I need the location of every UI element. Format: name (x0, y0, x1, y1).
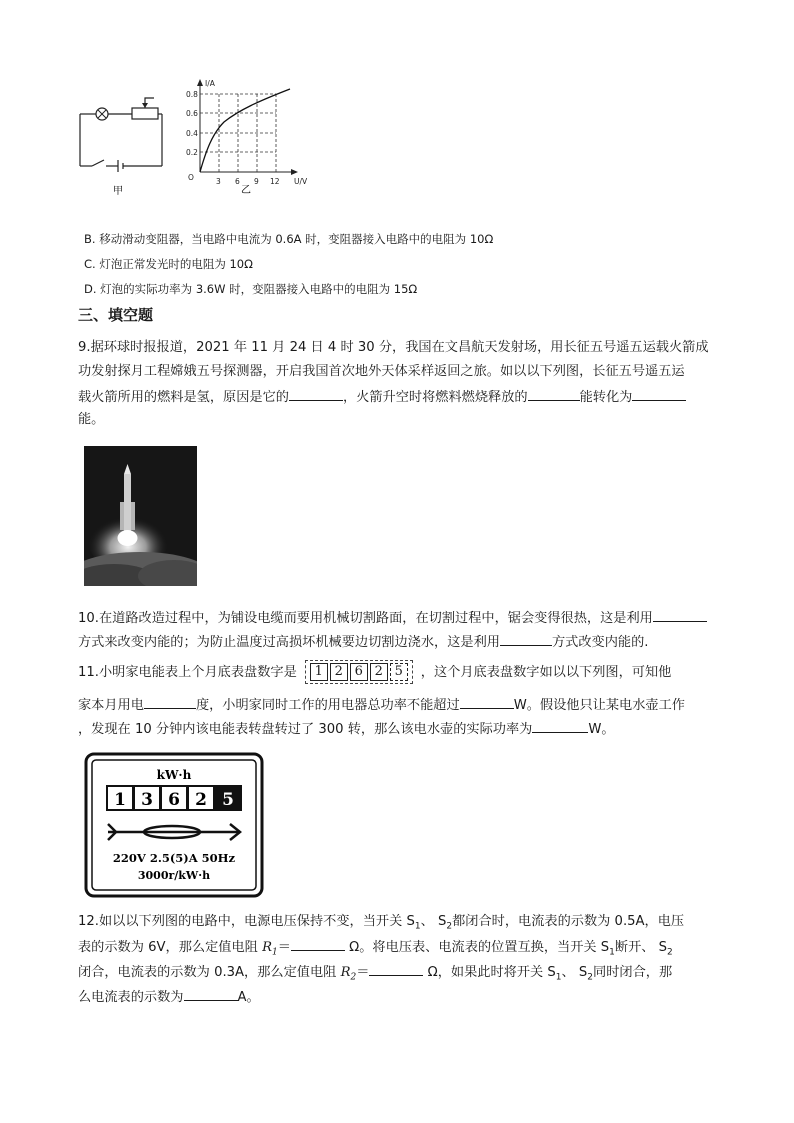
y-tick: 0.4 (186, 129, 198, 138)
q11-text: W。 (588, 722, 615, 737)
x-tick: 6 (235, 177, 240, 186)
q12-text: 么电流表的示数为 (78, 990, 184, 1005)
switch-s1 (406, 914, 421, 932)
y-tick: 0.6 (186, 109, 198, 118)
q9-line2: 功发射探月工程嫦娥五号探测器，开启我国首次地外天体采样返回之旅。如以以下列图，长征五号遥五运 (78, 364, 685, 379)
ohm-symbol: Ω (349, 940, 360, 955)
q12-line2 (78, 936, 673, 963)
switch-s1 (547, 965, 562, 983)
reading-digit: 2 (330, 663, 348, 681)
answer-blank[interactable] (632, 386, 686, 401)
meter-spec: 220V 2.5(5)A 50Hz (112, 851, 236, 865)
energy-meter (84, 752, 264, 898)
q12-line3 (78, 961, 672, 988)
q11-text: 度，小明家同时工作的用电器总功率不能超过 (195, 698, 460, 713)
figure-yi-label: 乙 (241, 185, 251, 196)
q12-text: 都闭合时，电流表的示数为 0.5A，电压 (452, 914, 685, 929)
q10-line2 (78, 631, 649, 653)
q9-text: 载火箭所用的燃料是氢，原因是它的 (78, 390, 289, 405)
meter-digit: 2 (195, 790, 207, 810)
y-tick: 0.8 (186, 90, 198, 99)
answer-blank[interactable] (653, 607, 707, 622)
symbol-sub: 1 (272, 947, 278, 958)
answer-blank[interactable] (532, 718, 588, 733)
answer-blank[interactable] (289, 386, 343, 401)
section-title: 三、填空题 (78, 306, 154, 324)
option-b: B. 移动滑动变阻器，当电路中电流为 0.6A 时，变阻器接入电路中的电阻为 10Ω (84, 232, 494, 246)
symbol: S (658, 940, 668, 955)
figure-jia-label: 甲 (113, 186, 123, 197)
q11-line1 (78, 660, 671, 684)
last-month-reading (305, 660, 413, 684)
symbol: R (262, 940, 272, 955)
answer-blank[interactable] (291, 936, 345, 951)
answer-blank[interactable] (460, 694, 514, 709)
q12-text: ，如果此时将开关 (437, 965, 544, 980)
x-tick: 3 (216, 177, 221, 186)
q12-text: 12.如以以下列图的电路中，电源电压保持不变，当开关 (78, 914, 403, 929)
iu-graph-yi (184, 76, 314, 196)
reading-digit: 1 (310, 663, 328, 681)
meter-digit: 1 (114, 790, 126, 810)
symbol: R (340, 965, 351, 980)
q9-text: 能转化为 (579, 390, 633, 405)
q12-text: 闭合，电流表的示数为 0.3A，那么定值电阻 (78, 965, 337, 980)
q12-text: 断开、 (614, 940, 655, 955)
option-c: C. 灯泡正常发光时的电阻为 10Ω (84, 257, 253, 271)
meter-rev: 3000r/kW·h (137, 869, 211, 882)
symbol: S (578, 965, 588, 980)
symbol: S (600, 940, 610, 955)
rocket-launch-photo (84, 446, 197, 586)
meter-digit: 6 (168, 790, 180, 810)
reading-digit: 2 (370, 663, 388, 681)
symbol-sub: 1 (414, 921, 421, 932)
equals: ＝ (277, 940, 291, 955)
q12-text: 同时闭合，那 (593, 965, 673, 980)
q12-line1 (78, 912, 684, 937)
q10-line1 (78, 607, 707, 629)
answer-blank[interactable] (184, 986, 238, 1001)
q11-text: 家本月用电 (78, 698, 144, 713)
option-d: D. 灯泡的实际功率为 3.6W 时，变阻器接入电路中的电阻为 15Ω (84, 282, 418, 296)
symbol-sub: 2 (446, 921, 453, 932)
x-tick: 12 (270, 177, 280, 186)
separator: 、 (420, 914, 434, 929)
answer-blank[interactable] (528, 386, 580, 401)
origin-label: O (188, 173, 194, 182)
reading-digit: 5 (390, 663, 408, 681)
ohm-symbol: Ω (427, 965, 438, 980)
q9-line4: 能。 (78, 412, 105, 427)
iu-curve (200, 89, 290, 172)
symbol-sub: 1 (555, 972, 562, 983)
resistor-r1 (262, 940, 278, 958)
symbol-sub: 1 (609, 947, 615, 958)
q10-text: 10.在道路改造过程中，为铺设电缆而要用机械切割路面，在切割过程中，锯会变得很热，这是利用 (78, 611, 653, 626)
q12-text: 。将电压表、电流表的位置互换，当开关 (359, 940, 597, 955)
meter-unit: kW·h (156, 768, 192, 782)
reading-digit: 6 (350, 663, 368, 681)
q9-line1: 9.据环球时报报道，2021 年 11 月 24 日 4 时 30 分，我国在文昌航天发射场，用长征五号遥五运载火箭成 (78, 340, 709, 355)
answer-blank[interactable] (500, 631, 552, 646)
symbol-sub: 2 (667, 947, 673, 958)
answer-blank[interactable] (369, 961, 423, 976)
q9-line3 (78, 386, 686, 408)
switch-s1 (600, 940, 615, 958)
x-tick: 9 (254, 177, 259, 186)
symbol-sub: 2 (587, 972, 594, 983)
q12-text: A。 (237, 990, 260, 1005)
symbol: S (406, 914, 415, 929)
q10-text: 方式改变内能的. (552, 635, 649, 650)
q12-text: 表的示数为 6V，那么定值电阻 (78, 940, 258, 955)
q9-text: ，火箭升空时将燃料燃烧释放的 (343, 390, 528, 405)
meter-digit: 3 (141, 790, 153, 810)
q11-text: 11.小明家电能表上个月底表盘数字是 (78, 665, 297, 680)
q11-text: ，这个月底表盘数字如以以下列图，可知他 (420, 665, 672, 680)
q10-text: 方式来改变内能的；为防止温度过高损坏机械要边切割边浇水，这是利用 (78, 635, 500, 650)
symbol: S (438, 914, 447, 929)
symbol-sub: 2 (350, 972, 357, 983)
equals: ＝ (356, 965, 370, 980)
resistor-r2 (340, 965, 357, 983)
y-tick: 0.2 (186, 148, 198, 157)
q11-text: ，发现在 10 分钟内该电能表转盘转过了 300 转，那么该电水壶的实际功率为 (78, 722, 533, 737)
symbol: S (547, 965, 556, 980)
separator: 、 (561, 965, 575, 980)
circuit-diagram-jia (70, 88, 170, 198)
switch-s2 (578, 965, 594, 983)
y-axis-label: I/A (205, 79, 215, 88)
q11-line3 (78, 718, 615, 740)
switch-s2 (438, 914, 453, 932)
switch-s2 (658, 940, 673, 958)
meter-digit: 5 (222, 790, 234, 810)
q12-line4 (78, 986, 260, 1008)
q11-line2 (78, 694, 685, 716)
x-axis-label: U/V (294, 177, 308, 186)
answer-blank[interactable] (144, 694, 196, 709)
q11-text: W。假设他只让某电水壶工作 (513, 698, 685, 713)
